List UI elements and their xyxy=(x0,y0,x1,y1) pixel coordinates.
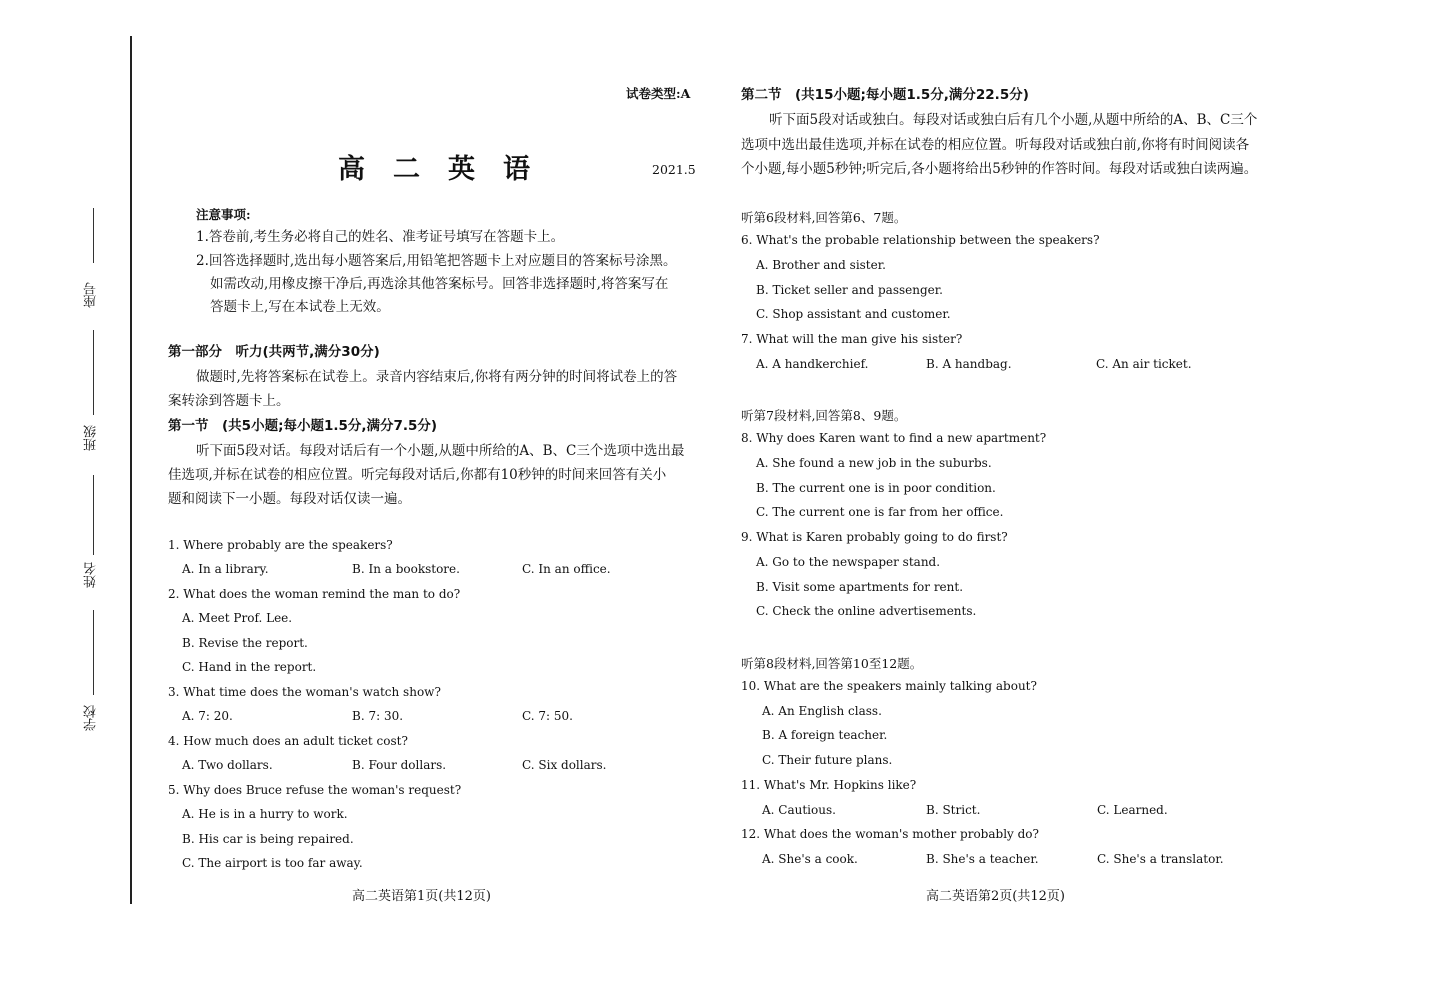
name-label: 姓名 xyxy=(84,562,99,588)
question-1: 1. Where probably are the speakers? xyxy=(168,538,393,552)
q2-option-a: A. Meet Prof. Lee. xyxy=(182,611,293,625)
paper-type: 试卷类型:A xyxy=(626,86,691,101)
q7-option-b: B. A handbag. xyxy=(926,357,1012,371)
left-page-footer: 高二英语第1页(共12页) xyxy=(352,889,491,904)
exam-no-line xyxy=(93,208,94,263)
school-label: 学校 xyxy=(84,705,99,731)
section2-intro-line: 选项中选出最佳选项,并标在试卷的相应位置。听每段对话或独白前,你将有时间阅读各 xyxy=(741,137,1250,153)
part1-intro-line: 案转涂到答题卡上。 xyxy=(168,393,290,409)
q7-option-a: A. A handkerchief. xyxy=(756,357,869,371)
name-line xyxy=(93,475,94,555)
question-3: 3. What time does the woman's watch show? xyxy=(168,685,441,699)
part1-intro-line: 做题时,先将答案标在试卷上。录音内容结束后,你将有两分钟的时间将试卷上的答 xyxy=(196,369,678,385)
part1-title: 第一部分 听力(共两节,满分30分) xyxy=(168,344,380,360)
q9-option-c: C. Check the online advertisements. xyxy=(756,604,977,618)
q7-option-c: C. An air ticket. xyxy=(1096,357,1192,371)
q6-option-a: A. Brother and sister. xyxy=(756,258,886,272)
q12-option-c: C. She's a translator. xyxy=(1097,852,1224,866)
q4-option-b: B. Four dollars. xyxy=(352,758,447,772)
q10-option-b: B. A foreign teacher. xyxy=(762,728,888,742)
material-6-heading: 听第6段材料,回答第6、7题。 xyxy=(741,210,907,225)
note-line: 答题卡上,写在本试卷上无效。 xyxy=(210,299,390,315)
page-title: 高二英语 xyxy=(338,154,558,185)
q12-option-b: B. She's a teacher. xyxy=(926,852,1039,866)
question-5: 5. Why does Bruce refuse the woman's request? xyxy=(168,783,462,797)
question-10: 10. What are the speakers mainly talking about? xyxy=(741,679,1037,693)
q1-option-b: B. In a bookstore. xyxy=(352,562,460,576)
note-line: 2.回答选择题时,选出每小题答案后,用铅笔把答题卡上对应题目的答案标号涂黑。 xyxy=(196,253,677,269)
q12-option-a: A. She's a cook. xyxy=(762,852,858,866)
q5-option-c: C. The airport is too far away. xyxy=(182,856,363,870)
q9-option-b: B. Visit some apartments for rent. xyxy=(756,580,964,594)
question-9: 9. What is Karen probably going to do first? xyxy=(741,530,1008,544)
q1-option-a: A. In a library. xyxy=(182,562,269,576)
q3-option-a: A. 7: 20. xyxy=(182,709,233,723)
section2-intro-line: 个小题,每小题5秒钟;听完后,各小题将给出5秒钟的作答时间。每段对话或独白读两遍。 xyxy=(741,161,1258,177)
notes-title: 注意事项: xyxy=(196,207,251,222)
q10-option-a: A. An English class. xyxy=(762,704,882,718)
q11-option-a: A. Cautious. xyxy=(762,803,836,817)
q11-option-b: B. Strict. xyxy=(926,803,981,817)
q9-option-a: A. Go to the newspaper stand. xyxy=(756,555,941,569)
exam-no-label: 座号 xyxy=(84,282,99,308)
exam-date: 2021.5 xyxy=(652,162,696,177)
right-page-footer: 高二英语第2页(共12页) xyxy=(926,889,1065,904)
section1-intro-line: 听下面5段对话。每段对话后有一个小题,从题中所给的A、B、C三个选项中选出最 xyxy=(196,443,685,459)
section1-intro-line: 佳选项,并标在试卷的相应位置。听完每段对话后,你都有10秒钟的时间来回答有关小 xyxy=(168,467,667,483)
q4-option-a: A. Two dollars. xyxy=(182,758,273,772)
q8-option-a: A. She found a new job in the suburbs. xyxy=(756,456,992,470)
q11-option-c: C. Learned. xyxy=(1097,803,1168,817)
school-line xyxy=(93,610,94,695)
q6-option-b: B. Ticket seller and passenger. xyxy=(756,283,943,297)
question-11: 11. What's Mr. Hopkins like? xyxy=(741,778,917,792)
q10-option-c: C. Their future plans. xyxy=(762,753,893,767)
question-6: 6. What's the probable relationship between the speakers? xyxy=(741,233,1100,247)
question-8: 8. Why does Karen want to find a new apartment? xyxy=(741,431,1047,445)
q3-option-c: C. 7: 50. xyxy=(522,709,573,723)
question-7: 7. What will the man give his sister? xyxy=(741,332,963,346)
q4-option-c: C. Six dollars. xyxy=(522,758,607,772)
material-7-heading: 听第7段材料,回答第8、9题。 xyxy=(741,408,907,423)
material-8-heading: 听第8段材料,回答第10至12题。 xyxy=(741,656,923,671)
section1-title: 第一节 (共5小题;每小题1.5分,满分7.5分) xyxy=(168,418,438,434)
question-12: 12. What does the woman's mother probably do? xyxy=(741,827,1039,841)
q3-option-b: B. 7: 30. xyxy=(352,709,404,723)
q8-option-b: B. The current one is in poor condition. xyxy=(756,481,996,495)
q2-option-b: B. Revise the report. xyxy=(182,636,308,650)
note-line: 1.答卷前,考生务必将自己的姓名、准考证号填写在答题卡上。 xyxy=(196,229,565,245)
question-2: 2. What does the woman remind the man to do? xyxy=(168,587,461,601)
q8-option-c: C. The current one is far from her office. xyxy=(756,505,1004,519)
note-line: 如需改动,用橡皮擦干净后,再选涂其他答案标号。回答非选择题时,将答案写在 xyxy=(210,276,669,292)
q5-option-a: A. He is in a hurry to work. xyxy=(182,807,348,821)
q2-option-c: C. Hand in the report. xyxy=(182,660,317,674)
class-label: 班级 xyxy=(84,425,99,451)
q6-option-c: C. Shop assistant and customer. xyxy=(756,307,951,321)
binding-line xyxy=(130,36,132,904)
class-line xyxy=(93,330,94,415)
section2-intro-line: 听下面5段对话或独白。每段对话或独白后有几个小题,从题中所给的A、B、C三个 xyxy=(769,112,1258,128)
section2-title: 第二节 (共15小题;每小题1.5分,满分22.5分) xyxy=(741,87,1029,103)
section1-intro-line: 题和阅读下一小题。每段对话仅读一遍。 xyxy=(168,491,411,507)
q1-option-c: C. In an office. xyxy=(522,562,611,576)
q5-option-b: B. His car is being repaired. xyxy=(182,832,354,846)
question-4: 4. How much does an adult ticket cost? xyxy=(168,734,408,748)
